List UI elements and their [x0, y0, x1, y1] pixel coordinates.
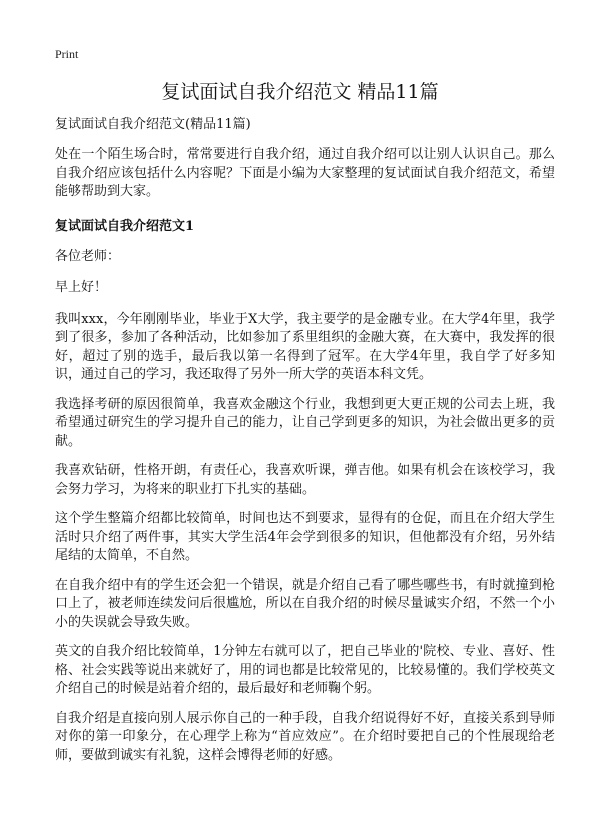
body-paragraph: 我喜欢钻研，性格开朗，有责任心，我喜欢听课，弹吉他。如果有机会在该校学习，我会努力学习，为将来的职业打下扎实的基础。: [55, 463, 555, 497]
print-label[interactable]: Print: [55, 47, 79, 61]
page-title: 复试面试自我介绍范文 精品11篇: [161, 81, 439, 103]
section-heading: 复试面试自我介绍范文1: [55, 218, 195, 234]
greeting-paragraph: 早上好！: [55, 280, 108, 295]
body-paragraph: 我叫xxx，今年刚刚毕业，毕业于X大学，我主要学的是金融专业。在大学4年里，我学到了很多，参加了各种活动，比如参加了系里组织的金融大赛，在大赛中，我发挥的很好，超过了别的选手，最后我以第一名得到了冠军。在大学4年里，我自学了好多知识，通过自己的学习，我还取得了另外一所大学的英语本科文凭。: [55, 311, 555, 382]
intro-paragraph: 处在一个陌生场合时，常常要进行自我介绍，通过自我介绍可以让别人认识自己。那么自我介绍应该包括什么内容呢？下面是小编为大家整理的复试面试自我介绍范文，希望能够帮助到大家。: [55, 147, 555, 199]
document-subtitle: 复试面试自我介绍范文(精品11篇): [55, 117, 251, 132]
document-body: [55, 116, 555, 776]
greeting-paragraph: 各位老师：: [55, 248, 121, 264]
body-paragraph: 我选择考研的原因很简单，我喜欢金融这个行业，我想到更大更正规的公司去上班，我希望通过研究生的学习提升自己的能力，让自己学到更多的知识，为社会做出更多的贡献。: [55, 396, 555, 449]
body-paragraph: 在自我介绍中有的学生还会犯一个错误，就是介绍自己看了哪些哪些书，有时就撞到枪口上了，被老师连续发问后很尴尬，所以在自我介绍的时候尽量诚实介绍，不然一个小小的失误就会导致失败。: [55, 577, 555, 630]
body-paragraph: 自我介绍是直接向别人展示你自己的一种手段，自我介绍说得好不好，直接关系到导师对你的第一印象分，在心理学上称为“首应效应”。在介绍时要把自己的个性展现给老师，要做到诚实有礼貌，这样会博得老师的好感。: [55, 710, 555, 763]
body-paragraph: 这个学生整篇介绍都比较简单，时间也达不到要求，显得有的仓促，而且在介绍大学生活时只介绍了两件事，其实大学生活4年会学到很多的知识，但他都没有介绍，另外结尾结的太简单，不自然。: [55, 511, 555, 563]
body-paragraph: 英文的自我介绍比较简单，1分钟左右就可以了，把自己毕业的'院校、专业、喜好、性格、社会实践等说出来就好了，用的词也都是比较常见的，比较易懂的。我们学校英文介绍自己的时候是站着介绍的，最后最好和老师鞠个躬。: [55, 644, 555, 696]
